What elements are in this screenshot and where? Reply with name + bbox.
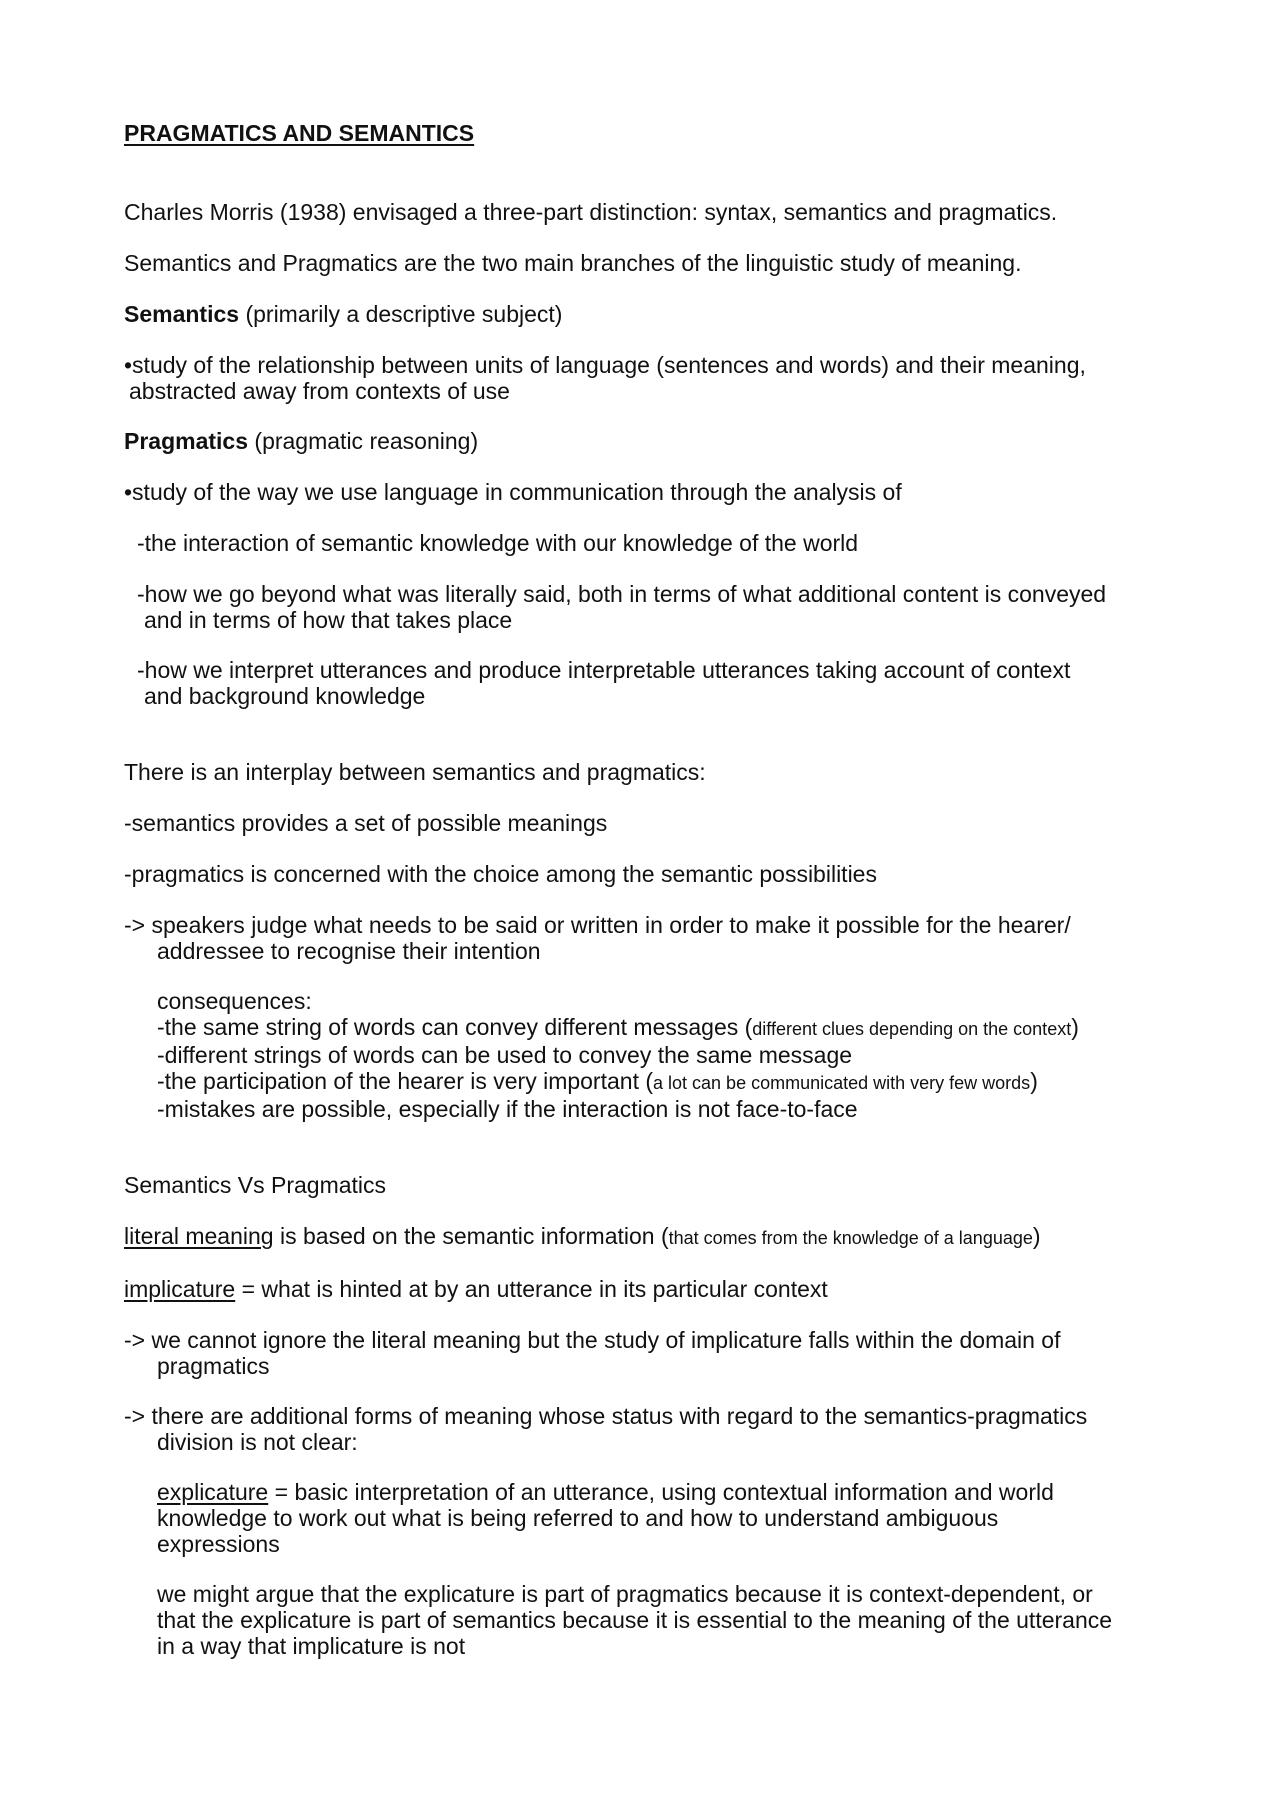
explicature-term: explicature	[157, 1479, 269, 1505]
consequence-1-note: different clues depending on the context	[752, 1019, 1072, 1039]
vs-arrow-1-line-2: pragmatics	[157, 1353, 270, 1379]
consequence-1-text: -the same string of words can convey different messages (	[157, 1014, 753, 1040]
consequences-block	[124, 988, 1180, 1122]
argue-block	[124, 1581, 1180, 1659]
interplay-arrow	[124, 912, 1180, 964]
semantics-term: Semantics	[124, 301, 240, 327]
vs-arrow-2	[124, 1403, 1180, 1455]
implicature-term: implicature	[124, 1276, 236, 1302]
semantics-heading	[124, 301, 1180, 328]
pragmatics-item-3-line-1: -how we interpret utterances and produce interpretable utterances taking account of context	[137, 657, 1071, 683]
vs-heading: Semantics Vs Pragmatics	[124, 1172, 387, 1198]
intro-paragraph-2: Semantics and Pragmatics are the two main branches of the linguistic study of meaning.	[124, 250, 1022, 276]
semantics-bullet-line-1: •study of the relationship between units of language (sentences and words) and their meaning,	[124, 352, 1086, 378]
literal-meaning-note: that comes from the knowledge of a language	[668, 1228, 1033, 1248]
semantics-bullet-line-2: abstracted away from contexts of use	[129, 378, 510, 404]
implicature-text: = what is hinted at by an utterance in its particular context	[235, 1276, 828, 1302]
consequence-3	[157, 1068, 1180, 1096]
literal-meaning-term: literal meaning	[124, 1223, 274, 1249]
consequence-3-note: a lot can be communicated with very few words	[653, 1073, 1031, 1093]
pragmatics-note: (pragmatic reasoning)	[248, 428, 479, 454]
literal-meaning-text: is based on the semantic information (	[273, 1223, 669, 1249]
literal-meaning-close: )	[1032, 1223, 1041, 1249]
explicature-line-1	[157, 1479, 1180, 1505]
consequences-label: consequences:	[157, 988, 312, 1014]
pragmatics-term: Pragmatics	[124, 428, 249, 454]
argue-line-2: that the explicature is part of semantics because it is essential to the meaning of the utterance	[157, 1607, 1113, 1633]
pragmatics-heading	[124, 428, 1180, 455]
explicature-line-2: knowledge to work out what is being referred to and how to understand ambiguous	[157, 1505, 999, 1531]
consequence-2: -different strings of words can be used to convey the same message	[157, 1042, 853, 1068]
explicature-block	[124, 1479, 1180, 1557]
interplay-line-1: -semantics provides a set of possible meanings	[124, 810, 608, 836]
vs-arrow-1-line-1: -> we cannot ignore the literal meaning but the study of implicature falls within the domain of	[124, 1327, 1061, 1353]
vs-arrow-1	[124, 1327, 1180, 1379]
consequence-1-close: )	[1071, 1014, 1079, 1040]
interplay-arrow-line-2: addressee to recognise their intention	[157, 938, 541, 964]
explicature-line-3: expressions	[157, 1531, 280, 1557]
pragmatics-item-2-line-2: and in terms of how that takes place	[144, 607, 513, 633]
consequence-4: -mistakes are possible, especially if the interaction is not face-to-face	[157, 1096, 858, 1122]
semantics-note: (primarily a descriptive subject)	[239, 301, 563, 327]
page-title: PRAGMATICS AND SEMANTICS	[124, 120, 475, 146]
pragmatics-item-2-line-1: -how we go beyond what was literally said, both in terms of what additional content is conveyed	[137, 581, 1107, 607]
literal-meaning-line	[124, 1223, 1180, 1252]
implicature-line	[124, 1276, 1180, 1303]
pragmatics-bullet: •study of the way we use language in communication through the analysis of	[124, 479, 902, 505]
interplay-heading: There is an interplay between semantics and pragmatics:	[124, 759, 706, 785]
pragmatics-item-3	[124, 657, 1180, 709]
semantics-bullet	[124, 352, 1180, 404]
pragmatics-item-1: -the interaction of semantic knowledge with our knowledge of the world	[137, 530, 859, 556]
interplay-line-2: -pragmatics is concerned with the choice among the semantic possibilities	[124, 861, 877, 887]
consequence-3-text: -the participation of the hearer is very important (	[157, 1068, 654, 1094]
consequence-1	[157, 1014, 1180, 1042]
interplay-arrow-line-1: -> speakers judge what needs to be said or written in order to make it possible for the hearer/	[124, 912, 1071, 938]
vs-arrow-2-line-2: division is not clear:	[157, 1429, 358, 1455]
pragmatics-item-2	[124, 581, 1180, 633]
intro-paragraph-1: Charles Morris (1938) envisaged a three-part distinction: syntax, semantics and pragmatics.	[124, 199, 1058, 225]
pragmatics-item-3-line-2: and background knowledge	[144, 683, 426, 709]
argue-line-3: in a way that implicature is not	[157, 1633, 466, 1659]
vs-arrow-2-line-1: -> there are additional forms of meaning whose status with regard to the semantics-pragmatics	[124, 1403, 1088, 1429]
explicature-text: = basic interpretation of an utterance, using contextual information and world	[268, 1479, 1054, 1505]
consequence-3-close: )	[1030, 1068, 1038, 1094]
argue-line-1: we might argue that the explicature is part of pragmatics because it is context-dependent, or	[157, 1581, 1093, 1607]
